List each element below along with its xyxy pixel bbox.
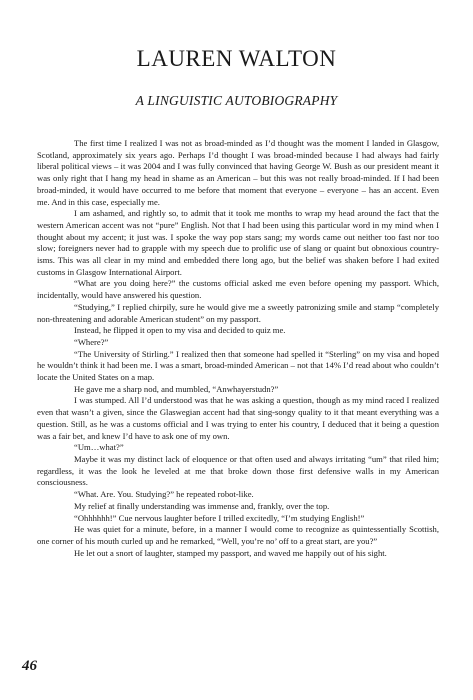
essay-body [37, 138, 439, 559]
paragraph: Instead, he flipped it open to my visa and decided to quiz me. [74, 325, 286, 336]
paragraph: “What are you doing here?” the customs official asked me even before opening my passport. Which, incidentally, would have answered his question. [37, 278, 439, 301]
paragraph: I was stumped. All I’d understood was that he was asking a question, though as my mind raced I realized even that wasn’t a given, since the Glaswegian accent had that sing-songy quality to it that meant everything was a question. Still, as he was a customs official and I was trying to enter his country, I deduced that it being a question was a fair bet, and knew I’d have to ask one of my own. [37, 395, 439, 441]
paragraph: The first time I realized I was not as broad-minded as I’d thought was the moment I landed in Glasgow, Scotland, approximately six years ago. Perhaps I’d thought I was broad-minded because I had always had fairly liberal political views – it was 2004 and I was fully convinced that having George W. Bush as our president meant it was only right that I hang my head in shame as an American – but this was not really broad-minded. If I had been broad-minded, it would have occurred to me before that moment that everyone – everyone – has an accent. Even me. And in this case, especially me. [37, 138, 439, 207]
paragraph: “Ohhhhhh!” Cue nervous laughter before I trilled excitedly, “I’m studying English!” [74, 512, 365, 523]
paragraph: I am ashamed, and rightly so, to admit that it took me months to wrap my head around the fact that the western American accent was not “pure” English. Not that I had been using this particular word in my mind when I thought about my accent; it just was. I spoke the way pop stars sang; my words came out neither too fast nor too slow; foreigners never had to grapple with my speech due to prolific use of slang or quaint but obnoxious country-isms. This was all clear in my mind and embedded there long ago, but the belief was shaken before I had exited customs in Glasgow International Airport. [37, 208, 439, 277]
paragraph: He let out a snort of laughter, stamped my passport, and waved me happily out of his sight. [74, 547, 387, 558]
paragraph: “Where?” [74, 336, 109, 347]
paragraph: “Studying,” I replied chirpily, sure he would give me a sweetly patronizing smile and stamp “completely non-threatening and adorable American student” on my passport. [37, 301, 439, 324]
paragraph: “What. Are. You. Studying?” he repeated robot-like. [74, 489, 254, 500]
paragraph: He gave me a sharp nod, and mumbled, “Anwhayerstudn?” [74, 383, 279, 394]
paragraph: “The University of Stirling.” I realized then that someone had spelled it “Sterling” on my visa and hoped he wouldn’t think it had been me. I was a smart, broad-minded American – not that 14% I’d read about who couldn’t locate the United States on a map. [37, 348, 439, 383]
paragraph: “Um…what?” [74, 442, 124, 453]
essay-title: A LINGUISTIC AUTOBIOGRAPHY [135, 93, 338, 108]
page-number: 46 [22, 658, 37, 674]
paragraph: Maybe it was my distinct lack of eloquence or that often used and always irritating “um” that riled him; regardless, it was the look he leveled at me that broke down those first defensive walls in my American consciousness. [37, 453, 439, 488]
author-name: LAUREN WALTON [136, 46, 337, 71]
paragraph: He was quiet for a minute, before, in a manner I would come to recognize as quintessentially Scottish, one corner of his mouth curled up and he remarked, “Well, you’re no’ off to a great start, are you?” [37, 524, 439, 546]
paragraph: My relief at finally understanding was immense and, frankly, over the top. [74, 500, 330, 511]
